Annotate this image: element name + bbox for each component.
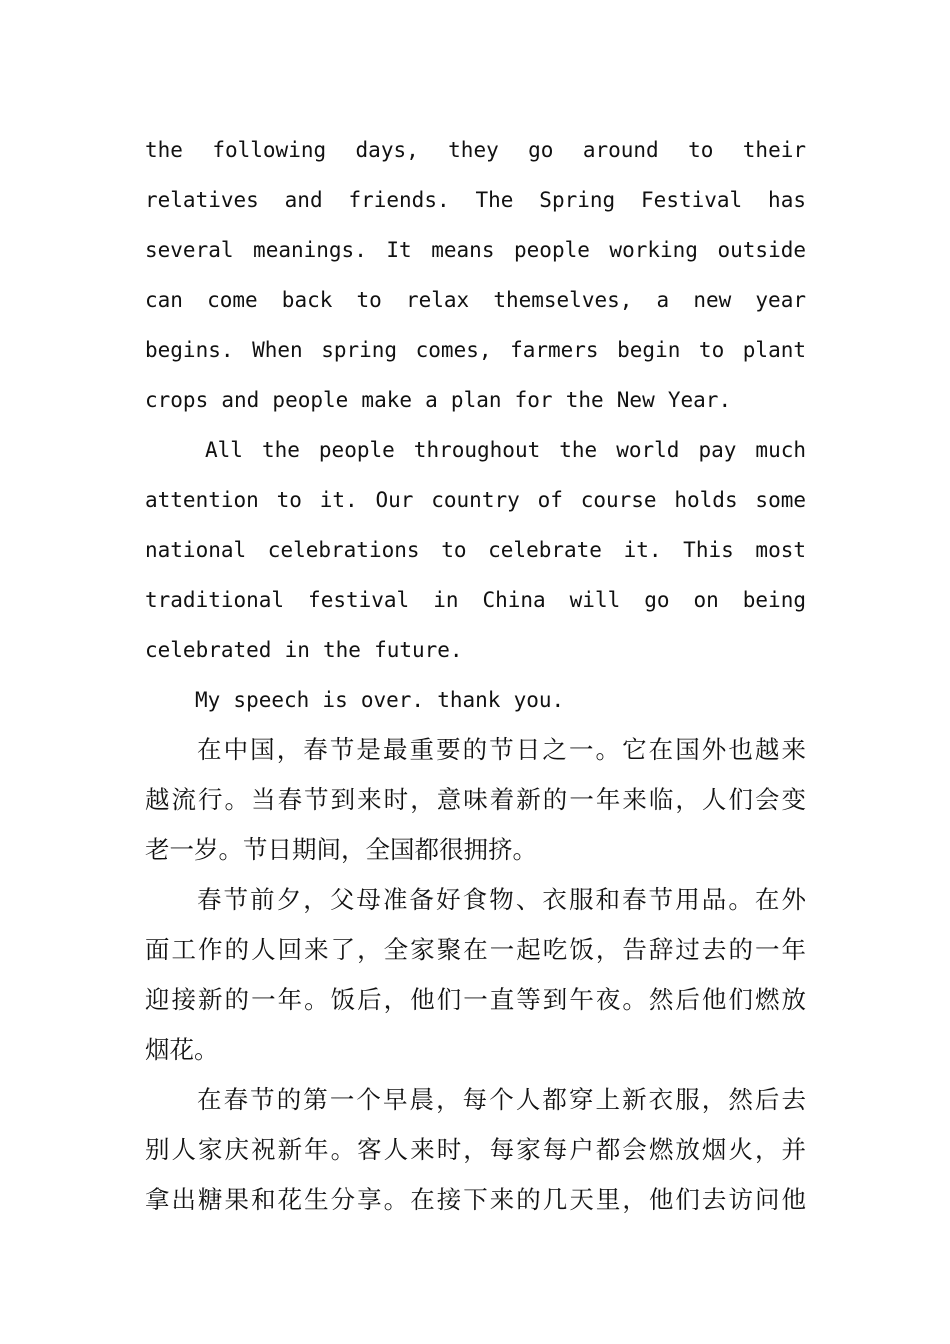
text-line: attention to it. Our country of course holds some: [145, 488, 806, 512]
paragraph-closing: [145, 675, 806, 725]
text-line: All the people throughout the world pay much: [205, 438, 806, 462]
document-page: [145, 125, 806, 1225]
text-line: several meanings. It means people working outside: [145, 238, 806, 262]
text-line: 烟花。: [145, 1035, 219, 1064]
paragraph-zh-intro: [145, 725, 806, 875]
text-line: 越流行。当春节到来时，意味着新的一年来临，人们会变: [145, 785, 806, 814]
text-line: 春节前夕，父母准备好食物、衣服和春节用品。在外: [197, 885, 806, 914]
text-line: relatives and friends. The Spring Festival has: [145, 188, 806, 212]
text-line: 迎接新的一年。饭后，他们一直等到午夜。然后他们燃放: [145, 985, 806, 1014]
text-line: 在春节的第一个早晨，每个人都穿上新衣服，然后去: [197, 1085, 806, 1114]
text-line: 老一岁。节日期间，全国都很拥挤。: [145, 835, 537, 864]
text-line: 在中国，春节是最重要的节日之一。它在国外也越来: [197, 735, 806, 764]
text-line: national celebrations to celebrate it. This most: [145, 538, 806, 562]
paragraph-zh-first-morning: [145, 1075, 806, 1225]
text-line: crops and people make a plan for the New Year.: [145, 388, 732, 412]
text-line: begins. When spring comes, farmers begin to plant: [145, 338, 806, 362]
text-line: My speech is over. thank you.: [195, 688, 565, 712]
text-line: can come back to relax themselves, a new year: [145, 288, 806, 312]
text-line: the following days, they go around to their: [145, 138, 806, 162]
paragraph-zh-eve: [145, 875, 806, 1075]
text-line: celebrated in the future.: [145, 638, 463, 662]
paragraph-spring-festival-meanings: [145, 125, 806, 425]
text-line: 拿出糖果和花生分享。在接下来的几天里，他们去访问他: [145, 1185, 806, 1214]
paragraph-world-attention: [145, 425, 806, 675]
text-line: 面工作的人回来了，全家聚在一起吃饭，告辞过去的一年: [145, 935, 806, 964]
text-line: traditional festival in China will go on being: [145, 588, 806, 612]
text-line: 别人家庆祝新年。客人来时，每家每户都会燃放烟火，并: [145, 1135, 806, 1164]
